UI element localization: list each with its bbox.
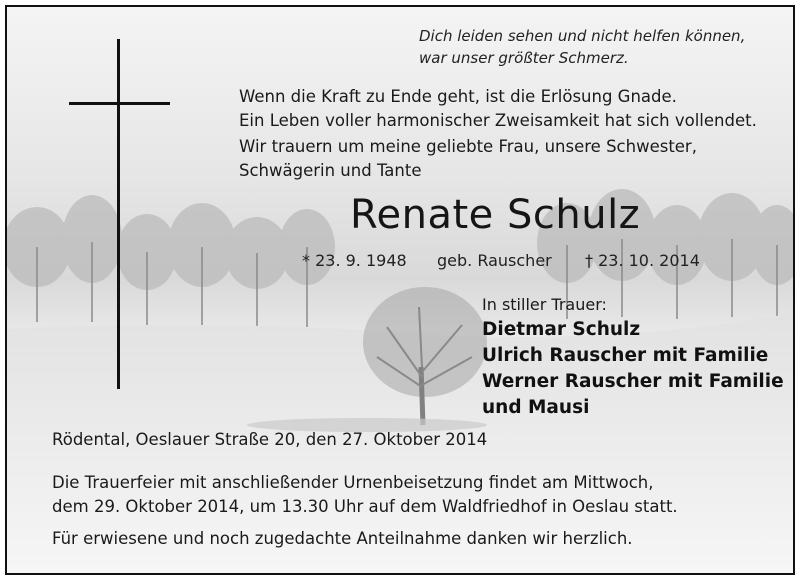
mourner-name: Dietmar Schulz [482, 319, 641, 340]
mourner-name: Werner Rauscher mit Familie [482, 371, 784, 392]
mourning-statement-line: Schwägerin und Tante [239, 161, 422, 180]
mourner-name: Ulrich Rauscher mit Familie [482, 345, 769, 366]
verse [239, 85, 757, 133]
mourners-intro: In stiller Trauer: [482, 295, 607, 314]
quote-line: Dich leiden sehen und nicht helfen können, [419, 27, 746, 45]
funeral-info-line: Die Trauerfeier mit anschließender Urnenbeisetzung findet am Mittwoch, [52, 473, 654, 492]
mourner-name: und Mausi [482, 397, 590, 418]
funeral-info-line: dem 29. Oktober 2014, um 13.30 Uhr auf dem Waldfriedhof in Oeslau statt. [52, 497, 678, 516]
cross-icon-horizontal [69, 102, 170, 105]
verse-line: Wenn die Kraft zu Ende geht, ist die Erlösung Gnade. [239, 87, 677, 106]
maiden-name: geb. Rauscher [437, 251, 552, 270]
quote-line: war unser größter Schmerz. [419, 49, 629, 67]
verse-line: Ein Leben voller harmonischer Zweisamkeit hat sich vollendet. [239, 111, 757, 130]
funeral-info [52, 471, 678, 519]
thanks-note: Für erwiesene und noch zugedachte Anteilnahme danken wir herzlich. [52, 529, 633, 548]
death-date: † 23. 10. 2014 [585, 251, 700, 270]
deceased-name: Renate Schulz [350, 192, 641, 238]
mourners-list [482, 317, 784, 421]
mourning-statement-line: Wir trauern um meine geliebte Frau, unsere Schwester, [239, 137, 697, 156]
cross-icon-vertical [117, 39, 120, 389]
obituary-notice [5, 5, 795, 575]
birth-date: * 23. 9. 1948 [302, 251, 407, 270]
quote [419, 25, 745, 69]
place-and-date: Rödental, Oeslauer Straße 20, den 27. Oktober 2014 [52, 430, 488, 449]
mourning-statement [239, 135, 697, 183]
